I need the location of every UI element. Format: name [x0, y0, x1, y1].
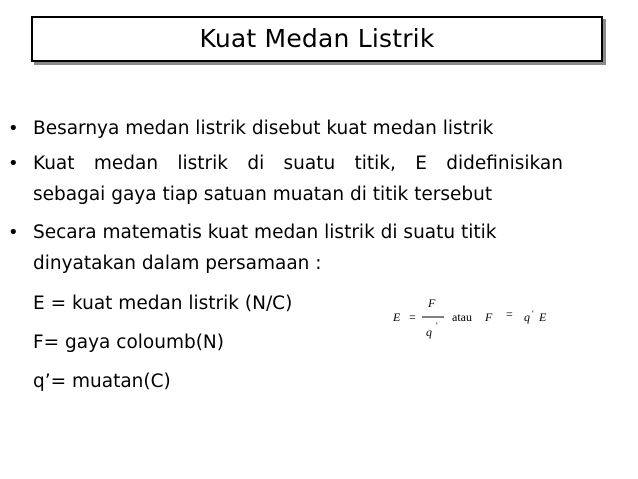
- text-line-4: Secara matematis kuat medan listrik di suatu titik: [33, 222, 497, 243]
- bullet-point-2: •: [8, 153, 19, 174]
- formula-q-denominator: q: [426, 325, 432, 339]
- text-line-6: E = kuat medan listrik (N/C): [33, 293, 293, 314]
- text-line-8: q’= muatan(C): [33, 371, 171, 392]
- formula-graphic: [388, 290, 568, 346]
- formula-E2: E: [539, 310, 547, 324]
- text-line-5: dinyatakan dalam persamaan :: [33, 253, 322, 274]
- text-line-2: Kuat medan listrik di suatu titik, E didefinisikan: [33, 153, 563, 174]
- formula-equals-1: =: [409, 310, 416, 324]
- formula-q: q: [524, 310, 530, 324]
- formula-equals-2: =: [506, 307, 513, 321]
- bullet-point-3: •: [8, 222, 19, 243]
- formula-prime-denominator: ': [436, 321, 438, 331]
- text-line-1: Besarnya medan listrik disebut kuat medan listrik: [33, 118, 494, 139]
- slide-title: Kuat Medan Listrik: [199, 24, 435, 53]
- formula-F-numerator: F: [428, 296, 436, 310]
- formula-E: E: [393, 310, 401, 324]
- text-line-3: sebagai gaya tiap satuan muatan di titik tersebut: [33, 184, 493, 205]
- formula-F: F: [485, 310, 493, 324]
- electric-field-formula: [388, 290, 568, 346]
- text-line-7: F= gaya coloumb(N): [33, 332, 224, 353]
- formula-prime: ': [532, 309, 534, 319]
- formula-atau: atau: [452, 310, 472, 324]
- bullet-point-1: •: [8, 118, 19, 139]
